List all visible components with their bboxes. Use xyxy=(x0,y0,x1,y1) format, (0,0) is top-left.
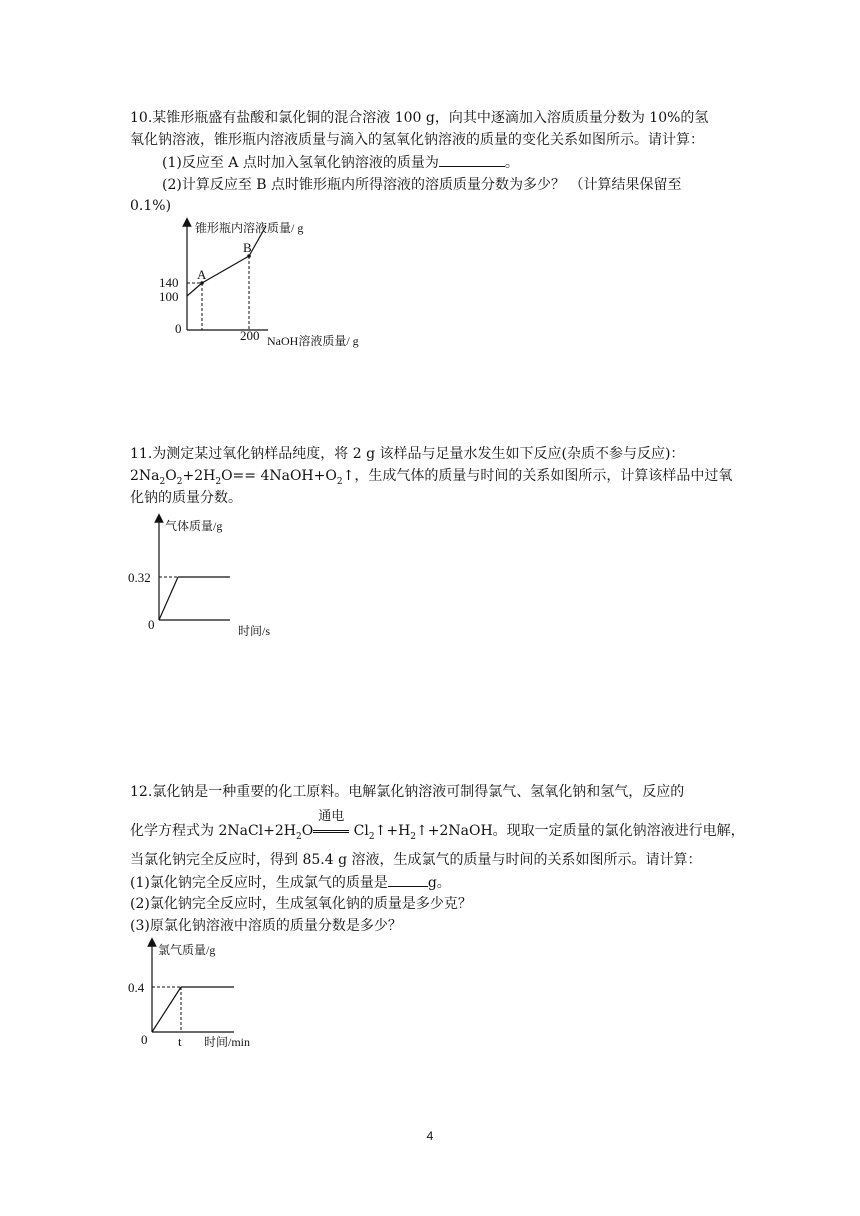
q11-eq-sub2: 2 xyxy=(176,476,183,487)
q12-ylabel: 氯气质量/g xyxy=(158,943,216,957)
q10-sub1-end: 。 xyxy=(504,155,519,171)
q11-line3: 化钠的质量分数。 xyxy=(130,490,242,506)
q10-line1: 10.某锥形瓶盛有盐酸和氯化铜的混合溶液 100 g，向其中逐滴加入溶质质量分数为 10%的氢 xyxy=(130,110,709,126)
q10-origin: 0 xyxy=(175,321,182,336)
q10-ylabel: 锥形瓶内溶液质量/ g xyxy=(195,221,304,235)
q10-sub1 xyxy=(162,153,519,172)
q10-xtick-200: 200 xyxy=(240,328,260,343)
q12-eq-condition xyxy=(313,809,349,840)
q11-chart xyxy=(120,512,300,642)
q12-eq-c: Cl xyxy=(353,823,369,839)
q11-ytick: 0.32 xyxy=(128,570,151,585)
q12-sub1-end: g。 xyxy=(427,875,451,891)
q10-sub2-cont: 0.1%) xyxy=(130,198,172,214)
q12-line1: 12.氯化钠是一种重要的化工原料。电解氯化钠溶液可制得氯气、氢氧化钠和氢气，反应的 xyxy=(130,784,685,800)
q12-eq-sub3: 2 xyxy=(410,831,417,842)
q12-sub1 xyxy=(130,873,451,892)
q12-xtick: t xyxy=(178,1034,182,1049)
page-number: 4 xyxy=(426,1129,434,1143)
q12-line-rise xyxy=(152,987,181,1032)
q11-eq-sub3: 2 xyxy=(215,476,222,487)
q11-line1: 11.为测定某过氧化钠样品纯度，将 2 g 该样品与足量水发生如下反应(杂质不参与反应)： xyxy=(130,446,685,462)
q12-sub2: (2)氯化钠完全反应时，生成氢氧化钠的质量是多少克？ xyxy=(130,896,472,912)
q10-chart xyxy=(150,214,390,352)
q10-ytick-100: 100 xyxy=(159,289,179,304)
q12-eq-cond-text: 通电 xyxy=(318,809,345,824)
q11-ylabel: 气体质量/g xyxy=(165,519,223,533)
q11-eq-b: O xyxy=(165,468,177,484)
q10-sub2: (2)计算反应至 B 点时锥形瓶内所得溶液的溶质质量分数为多少？ （计算结果保留至 xyxy=(162,177,682,193)
q10-line2: 氧化钠溶液，锥形瓶内溶液质量与滴入的氢氧化钠溶液的质量的变化关系如图所示。请计算： xyxy=(130,132,704,148)
q11-xlabel: 时间/s xyxy=(238,624,271,638)
q12-sub1-blank xyxy=(388,873,428,887)
q12-eq-a: 化学方程式为 2NaCl+2H xyxy=(130,823,296,839)
q10-sub1-blank xyxy=(439,153,505,167)
q10-ytick-140: 140 xyxy=(159,275,179,290)
q11-eq-a: 2Na xyxy=(130,468,160,484)
q10-sub1-text: (1)反应至 A 点时加入氢氧化钠溶液的质量为 xyxy=(162,155,439,171)
q10-line-oa xyxy=(187,283,202,296)
q10-label-b: B xyxy=(243,240,252,255)
q12-ytick: 0.4 xyxy=(128,980,145,995)
q12-eq-sub1: 2 xyxy=(296,831,302,842)
q12-line3: 当氯化钠完全反应时，得到 85.4 g 溶液，生成氯气的质量与时间的关系如图所示。请计算： xyxy=(130,852,702,868)
q11-eq-e: ↑，生成气体的质量与时间的关系如图所示，计算该样品中过氧 xyxy=(342,468,733,484)
q12-sub1-text: (1)氯化钠完全反应时，生成氯气的质量是 xyxy=(130,875,388,891)
q11-eq-d: O== 4NaOH+O xyxy=(221,468,337,484)
q12-eq-e: ↑+2NaOH。现取一定质量的氯化钠溶液进行电解， xyxy=(416,823,745,839)
q12-sub3: (3)原氯化钠溶液中溶质的质量分数是多少？ xyxy=(130,918,402,934)
q12-eq-b: O xyxy=(301,823,314,839)
q10-label-a: A xyxy=(197,267,207,282)
q11-equation-line xyxy=(130,467,732,491)
q11-eq-sub1: 2 xyxy=(159,476,166,487)
q12-chart xyxy=(120,936,280,1052)
q12-equation-line xyxy=(130,809,745,846)
q10-xlabel: NaOH溶液质量/ g xyxy=(267,334,359,348)
q11-eq-c: +2H xyxy=(182,468,216,484)
q12-eq-double-bar xyxy=(313,830,349,833)
q12-origin: 0 xyxy=(141,1032,148,1047)
q11-eq-sub4: 2 xyxy=(336,476,343,487)
q11-origin: 0 xyxy=(148,617,155,632)
q12-eq-d: ↑+H xyxy=(374,823,411,839)
q12-xlabel: 时间/min xyxy=(204,1035,251,1049)
q10-line-ab xyxy=(202,256,249,283)
q12-eq-sub2: 2 xyxy=(368,831,375,842)
q11-line-rise xyxy=(159,577,178,620)
